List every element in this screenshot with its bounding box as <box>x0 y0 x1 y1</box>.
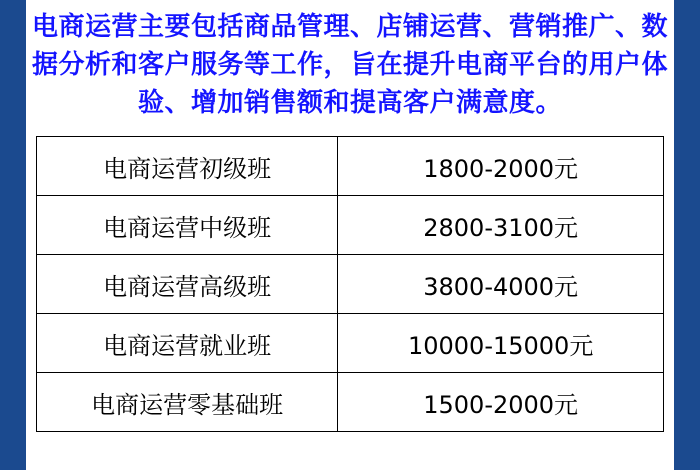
course-price-cell: 10000-15000元 <box>338 314 664 373</box>
course-name-cell: 电商运营初级班 <box>37 137 338 196</box>
headline-text: 电商运营主要包括商品管理、店铺运营、营销推广、数据分析和客户服务等工作，旨在提升电商平台的用户体验、增加销售额和提高客户满意度。 <box>32 12 669 118</box>
table-row <box>37 137 664 196</box>
course-price-cell: 2800-3100元 <box>338 196 664 255</box>
course-price-cell: 3800-4000元 <box>338 255 664 314</box>
table-row <box>37 255 664 314</box>
course-name-cell: 电商运营高级班 <box>37 255 338 314</box>
right-border-bar <box>674 0 700 470</box>
left-border-bar <box>0 0 26 470</box>
course-name-cell: 电商运营零基础班 <box>37 373 338 432</box>
course-name-cell: 电商运营中级班 <box>37 196 338 255</box>
table-row <box>37 314 664 373</box>
table-row <box>37 196 664 255</box>
course-name-cell: 电商运营就业班 <box>37 314 338 373</box>
price-table <box>36 136 664 432</box>
table-row <box>37 373 664 432</box>
price-table-wrapper <box>36 136 664 432</box>
poster-content <box>26 0 674 470</box>
course-price-cell: 1500-2000元 <box>338 373 664 432</box>
course-price-cell: 1800-2000元 <box>338 137 664 196</box>
